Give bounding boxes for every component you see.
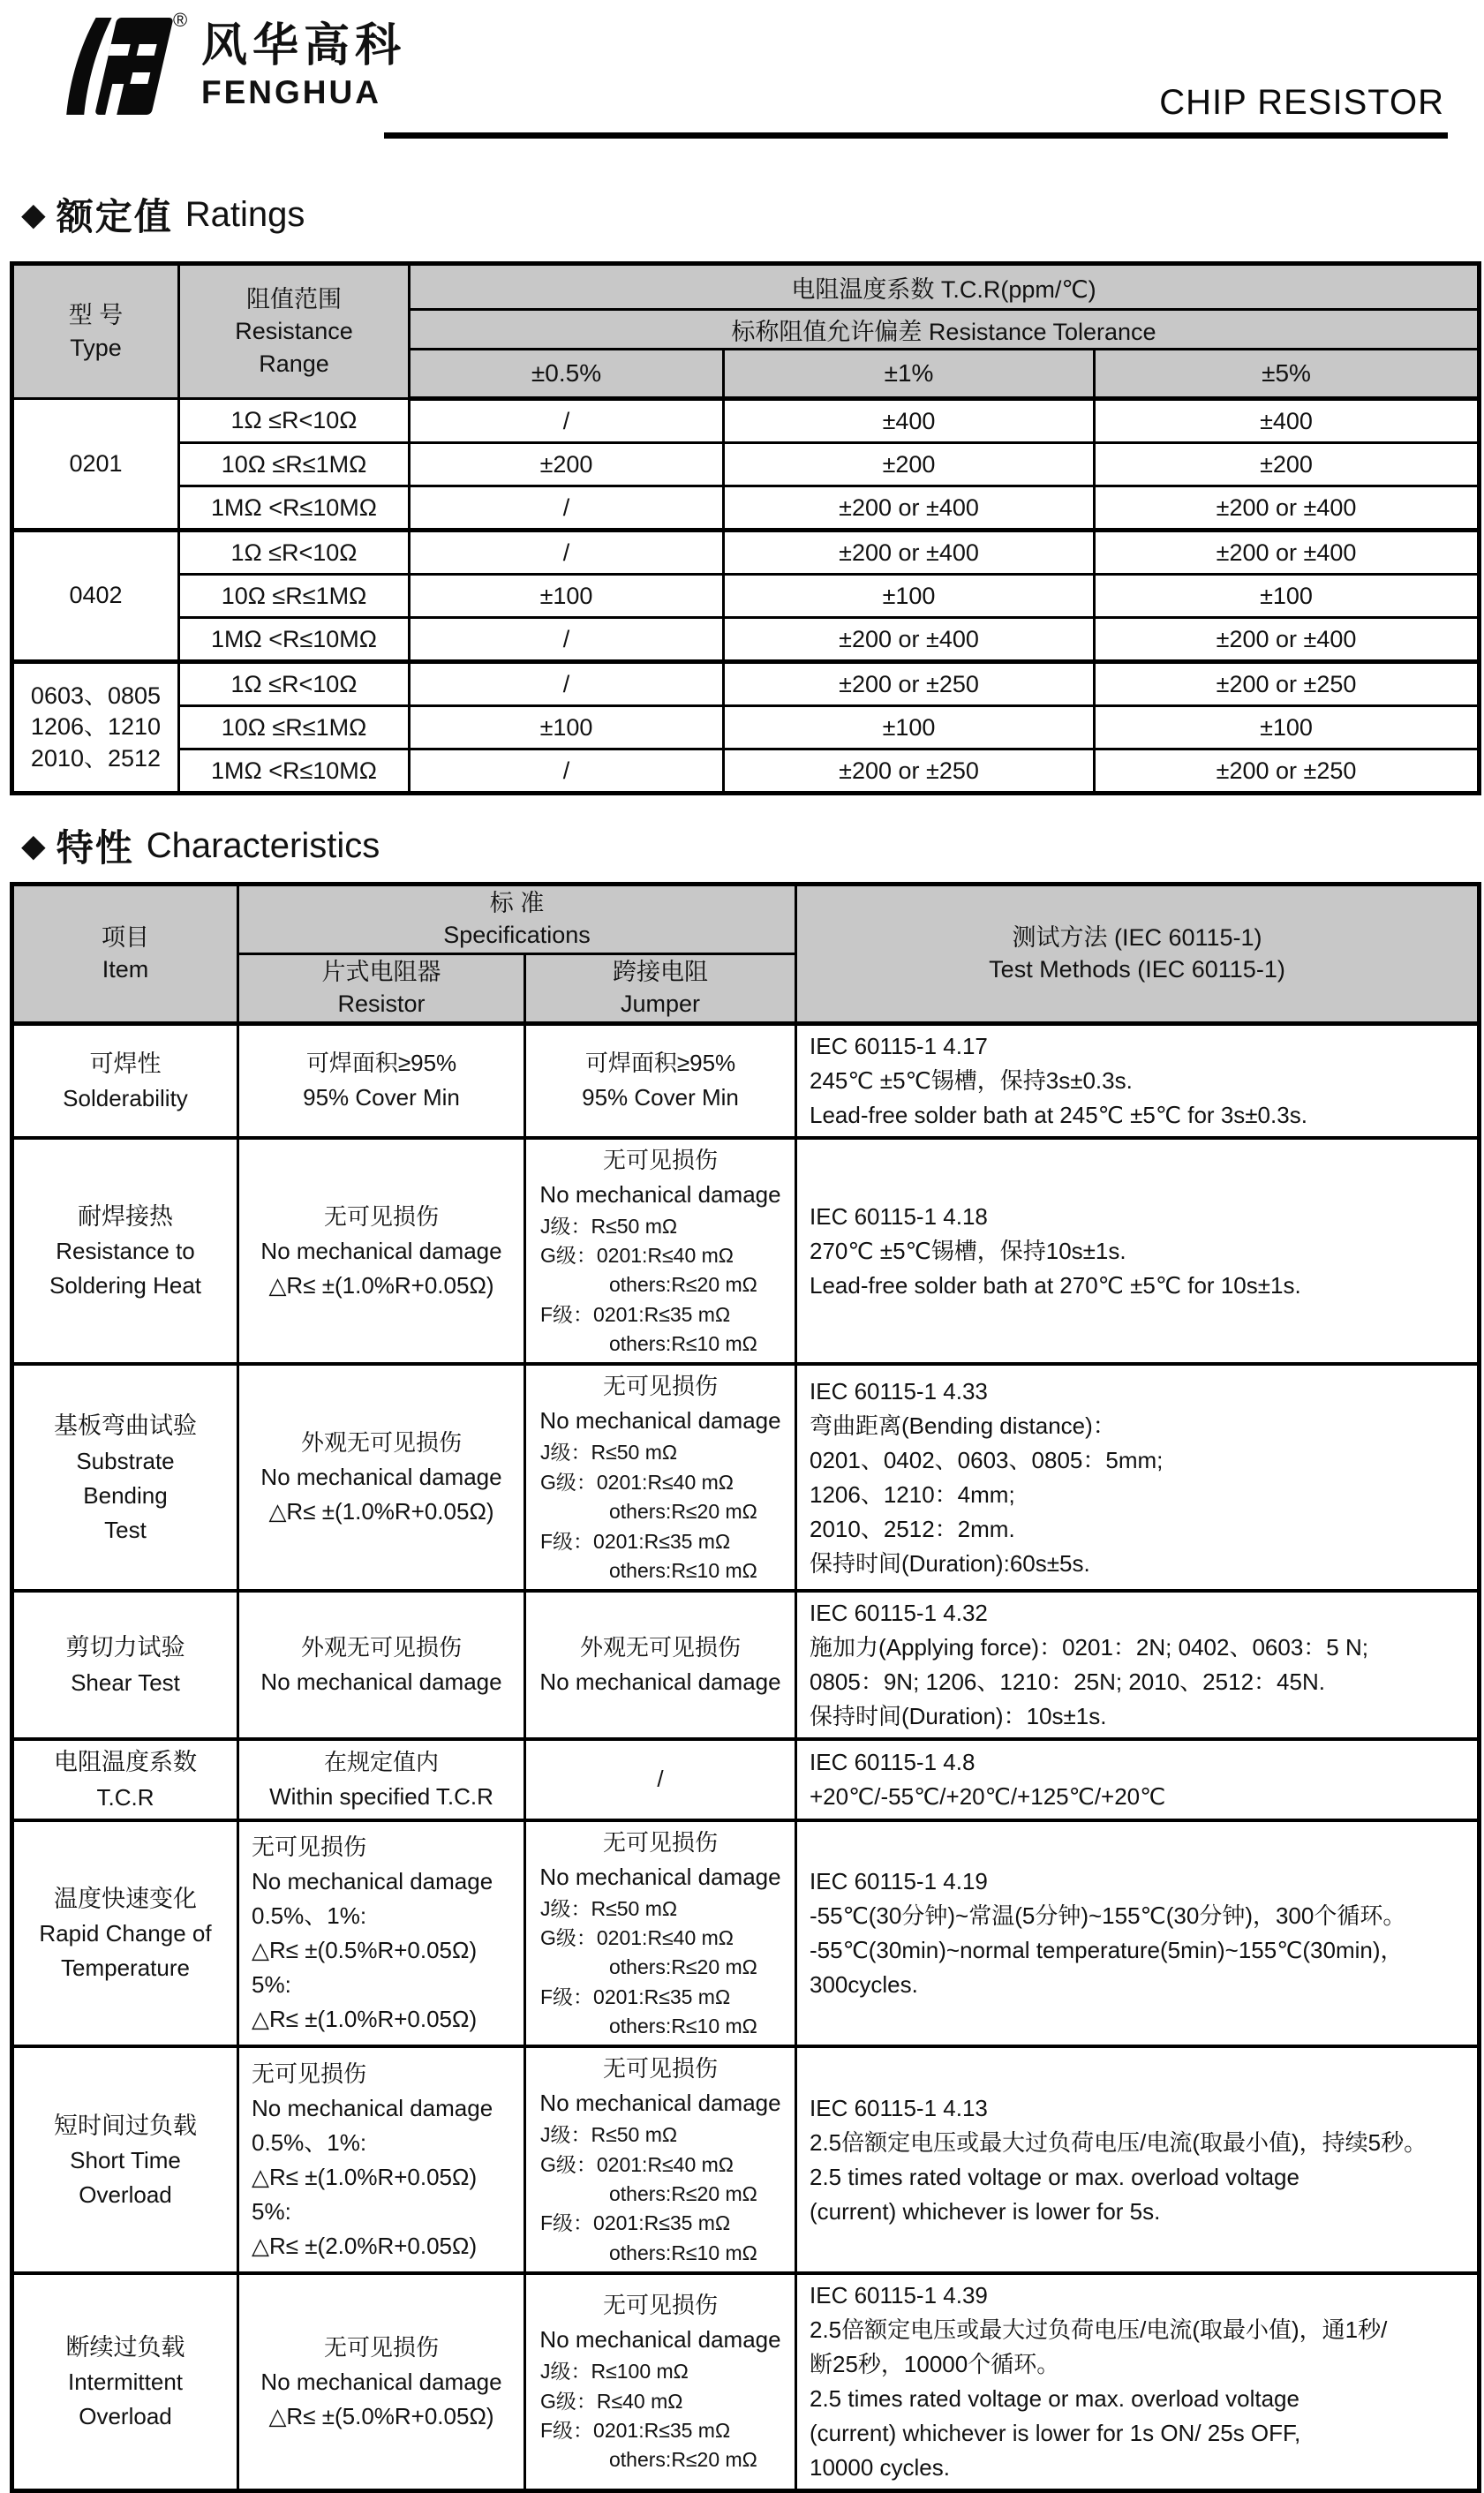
resistor-spec-cell: [238, 2273, 525, 2491]
col-header-type-en: Type: [70, 334, 122, 361]
test-method-cell: [796, 1023, 1480, 1138]
tcr-value-1-cell: ±200 or ±400: [724, 486, 1095, 531]
item-line: 基板弯曲试验: [54, 1412, 197, 1440]
jumper-spec-line: No mechanical damage: [539, 1407, 781, 1435]
tcr-value-5-cell: ±100: [1095, 575, 1480, 618]
item-line: Rapid Change of: [39, 1920, 212, 1947]
jumper-spec-line: F级：0201:R≤35 mΩ: [540, 1302, 731, 1326]
col-header-jumper-en: Jumper: [620, 990, 701, 1018]
ratings-row: [12, 486, 1480, 531]
col-header-test-en: Test Methods (IEC 60115-1): [989, 956, 1285, 983]
resistor-spec-line: △R≤ ±(1.0%R+0.05Ω): [252, 2163, 478, 2190]
tcr-value-05-cell: /: [410, 486, 724, 531]
resistor-spec-line: △R≤ ±(5.0%R+0.05Ω): [268, 2402, 494, 2429]
tcr-value-05-cell: ±100: [410, 706, 724, 749]
ratings-row: [12, 443, 1480, 486]
col-header-jumper: [525, 953, 796, 1023]
ratings-title-zh: 额定值: [56, 196, 173, 237]
test-line: 300cycles.: [810, 1971, 918, 1999]
test-method-cell: [796, 2273, 1480, 2491]
col-header-tcr: 电阻温度系数 T.C.R(ppm/℃): [410, 264, 1480, 310]
resistor-spec-line: 0.5%、1%:: [252, 2128, 367, 2156]
item-cell: [12, 2273, 238, 2491]
tcr-value-5-cell: ±200 or ±400: [1095, 486, 1480, 531]
resistor-spec-line: 无可见损伤: [323, 1202, 439, 1230]
ratings-row: [12, 575, 1480, 618]
resistor-spec-cell: [238, 1591, 525, 1739]
jumper-spec-line: 可焊面积≥95%: [584, 1050, 736, 1077]
col-header-item-en: Item: [102, 956, 149, 983]
test-line: IEC 60115-1 4.32: [810, 1600, 988, 1627]
brand-block: [201, 20, 407, 110]
item-line: 剪切力试验: [65, 1634, 185, 1661]
jumper-spec-line: J级：R≤50 mΩ: [540, 1896, 678, 1920]
tcr-value-1-cell: ±200 or ±250: [724, 749, 1095, 794]
test-line: 2.5倍额定电压或最大过负荷电压/电流(取最小值)，通1秒/: [810, 2316, 1388, 2344]
resistor-spec-line: 无可见损伤: [323, 2333, 439, 2361]
test-line: IEC 60115-1 4.33: [810, 1377, 988, 1405]
tcr-value-1-cell: ±400: [724, 399, 1095, 443]
jumper-spec-line: F级：0201:R≤35 mΩ: [540, 2419, 731, 2443]
test-line: Lead-free solder bath at 270℃ ±5℃ for 10s±1s.: [810, 1271, 1301, 1299]
resistor-spec-line: 外观无可见损伤: [300, 1429, 462, 1457]
test-line: 1206、1210：4mm;: [810, 1480, 1015, 1508]
jumper-spec-line: No mechanical damage: [539, 1668, 781, 1696]
test-line: 270℃ ±5℃锡槽，保持10s±1s.: [810, 1237, 1126, 1264]
jumper-spec-line: G级：0201:R≤40 mΩ: [540, 1244, 734, 1268]
characteristics-row-tcr: [12, 1739, 1480, 1820]
item-line: 短时间过负载: [54, 2112, 197, 2139]
header-divider: [384, 132, 1448, 139]
jumper-spec-line: others:R≤20 mΩ: [609, 1500, 757, 1524]
resistor-spec-line: △R≤ ±(0.5%R+0.05Ω): [252, 1937, 478, 1964]
test-line: 2.5 times rated voltage or max. overload voltage: [810, 2163, 1299, 2190]
test-method-cell: [796, 1364, 1480, 1591]
resistor-spec-line: 5%:: [252, 1971, 291, 1999]
jumper-spec-line: G级：0201:R≤40 mΩ: [540, 1470, 734, 1494]
col-header-tol-5: ±5%: [1095, 350, 1480, 399]
test-line: IEC 60115-1 4.19: [810, 1868, 988, 1895]
jumper-spec-line: F级：0201:R≤35 mΩ: [540, 2211, 731, 2235]
characteristics-row-shear-test: [12, 1591, 1480, 1739]
ratings-row: [12, 531, 1480, 575]
tcr-value-5-cell: ±200 or ±250: [1095, 662, 1480, 706]
item-cell: [12, 1591, 238, 1739]
range-cell: 10Ω ≤R≤1MΩ: [179, 575, 410, 618]
ratings-row: [12, 662, 1480, 706]
diamond-icon: ◆: [21, 196, 46, 232]
ratings-row: [12, 706, 1480, 749]
item-cell: [12, 1739, 238, 1820]
range-cell: 1MΩ <R≤10MΩ: [179, 618, 410, 662]
resistor-spec-cell: [238, 1364, 525, 1591]
test-line: 弯曲距离(Bending distance)：: [810, 1412, 1116, 1439]
diamond-icon: ◆: [21, 827, 46, 863]
resistor-spec-line: 外观无可见损伤: [300, 1634, 462, 1661]
tcr-value-05-cell: /: [410, 531, 724, 575]
item-cell: [12, 1138, 238, 1365]
test-line: 2.5倍额定电压或最大过负荷电压/电流(取最小值)，持续5秒。: [810, 2128, 1428, 2156]
range-cell: 1Ω ≤R<10Ω: [179, 399, 410, 443]
tcr-value-5-cell: ±400: [1095, 399, 1480, 443]
test-line: IEC 60115-1 4.8: [810, 1748, 976, 1775]
jumper-spec-cell: [525, 1820, 796, 2047]
resistor-spec-line: No mechanical damage: [252, 2094, 493, 2121]
jumper-spec-line: others:R≤20 mΩ: [609, 2182, 757, 2206]
jumper-spec-line: others:R≤10 mΩ: [609, 2241, 757, 2264]
item-line: Shear Test: [71, 1668, 180, 1696]
tcr-value-1-cell: ±200 or ±250: [724, 662, 1095, 706]
test-line: IEC 60115-1 4.17: [810, 1032, 988, 1059]
jumper-spec-line: others:R≤10 mΩ: [609, 2015, 757, 2038]
type-cell: [12, 399, 179, 531]
item-line: T.C.R: [96, 1783, 154, 1811]
col-header-specifications: [238, 885, 796, 954]
item-line: Soldering Heat: [49, 1272, 201, 1299]
test-line: 施加力(Applying force)：0201：2N; 0402、0603：5 N;: [810, 1634, 1368, 1661]
test-line: 10000 cycles.: [810, 2454, 950, 2482]
test-method-cell: [796, 1739, 1480, 1820]
col-header-type-zh: 型 号: [68, 302, 124, 329]
resistor-spec-line: No mechanical damage: [260, 1668, 502, 1696]
jumper-spec-cell: [525, 2273, 796, 2491]
test-line: 保持时间(Duration):60s±5s.: [810, 1549, 1090, 1577]
characteristics-row-intermittent-overload: [12, 2273, 1480, 2491]
tcr-value-1-cell: ±200: [724, 443, 1095, 486]
characteristics-section-title: [21, 820, 1484, 871]
jumper-spec-cell: [525, 1591, 796, 1739]
col-header-jumper-zh: 跨接电阻: [613, 958, 708, 985]
tcr-value-5-cell: ±200: [1095, 443, 1480, 486]
test-line: 断25秒，10000个循环。: [810, 2351, 1060, 2378]
jumper-spec-line: No mechanical damage: [539, 1863, 781, 1890]
test-method-cell: [796, 2046, 1480, 2273]
col-header-resistor-en: Resistor: [337, 990, 426, 1018]
item-line: 耐焊接热: [78, 1202, 173, 1230]
resistor-spec-line: 无可见损伤: [252, 2060, 367, 2087]
item-cell: [12, 2046, 238, 2273]
jumper-spec-line: F级：0201:R≤35 mΩ: [540, 1985, 731, 2008]
resistor-spec-line: 可焊面积≥95%: [305, 1050, 457, 1077]
item-line: Test: [104, 1516, 147, 1543]
col-header-range-zh: 阻值范围: [246, 285, 342, 313]
item-line: Overload: [79, 2181, 172, 2209]
jumper-spec-line: 无可见损伤: [602, 1373, 718, 1400]
jumper-spec-line: J级：R≤50 mΩ: [540, 1214, 678, 1238]
characteristics-row-short-overload: [12, 2046, 1480, 2273]
item-line: Temperature: [61, 1954, 190, 1982]
test-method-cell: [796, 1138, 1480, 1365]
resistor-spec-line: No mechanical damage: [252, 1868, 493, 1895]
col-header-item-zh: 项目: [102, 923, 149, 951]
jumper-spec-cell: [525, 2046, 796, 2273]
resistor-spec-cell: [238, 2046, 525, 2273]
col-header-spec-en: Specifications: [443, 922, 591, 949]
tcr-value-1-cell: ±100: [724, 575, 1095, 618]
jumper-spec-line: No mechanical damage: [539, 2090, 781, 2117]
range-cell: 1MΩ <R≤10MΩ: [179, 486, 410, 531]
ratings-title-en: Ratings: [185, 194, 305, 234]
test-method-cell: [796, 1820, 1480, 2047]
jumper-spec-line: G级：0201:R≤40 mΩ: [540, 1926, 734, 1950]
tcr-value-05-cell: /: [410, 749, 724, 794]
test-line: (current) whichever is lower for 5s.: [810, 2197, 1161, 2225]
range-cell: 1Ω ≤R<10Ω: [179, 662, 410, 706]
test-line: -55℃(30min)~normal temperature(5min)~155℃(30min)，: [810, 1937, 1404, 1964]
type-cell: [12, 662, 179, 794]
jumper-spec-line: J级：R≤100 mΩ: [540, 2360, 689, 2384]
test-line: 245℃ ±5℃锡槽，保持3s±0.3s.: [810, 1066, 1133, 1094]
test-line: 2.5 times rated voltage or max. overload voltage: [810, 2385, 1299, 2413]
type-line: 0603、0805: [30, 682, 162, 710]
item-line: 温度快速变化: [54, 1885, 197, 1912]
tcr-value-5-cell: ±100: [1095, 706, 1480, 749]
item-cell: [12, 1820, 238, 2047]
type-cell: [12, 531, 179, 662]
col-header-tol-1: ±1%: [724, 350, 1095, 399]
tcr-value-1-cell: ±100: [724, 706, 1095, 749]
tcr-value-5-cell: ±200 or ±400: [1095, 618, 1480, 662]
jumper-spec-line: 无可见损伤: [602, 1146, 718, 1173]
resistor-spec-cell: [238, 1739, 525, 1820]
resistor-spec-line: △R≤ ±(1.0%R+0.05Ω): [268, 1498, 494, 1525]
jumper-spec-line: 外观无可见损伤: [579, 1634, 741, 1661]
range-cell: 1Ω ≤R<10Ω: [179, 531, 410, 575]
resistor-spec-cell: [238, 1820, 525, 2047]
item-cell: [12, 1023, 238, 1138]
col-header-type: [12, 264, 179, 399]
ratings-row: [12, 749, 1480, 794]
test-line: 保持时间(Duration)：10s±1s.: [810, 1703, 1107, 1730]
jumper-spec-line: 无可见损伤: [602, 2055, 718, 2083]
tcr-value-5-cell: ±200 or ±250: [1095, 749, 1480, 794]
tcr-value-5-cell: ±200 or ±400: [1095, 531, 1480, 575]
col-header-item: [12, 885, 238, 1024]
test-line: IEC 60115-1 4.18: [810, 1202, 988, 1230]
tcr-value-05-cell: /: [410, 618, 724, 662]
test-line: 0201、0402、0603、0805：5mm;: [810, 1446, 1164, 1473]
ratings-section-title: [21, 189, 1484, 240]
test-line: IEC 60115-1 4.39: [810, 2282, 988, 2309]
type-line: 2010、2512: [30, 744, 162, 772]
resistor-spec-line: 95% Cover Min: [303, 1084, 460, 1111]
tcr-value-05-cell: /: [410, 399, 724, 443]
characteristics-title-zh: 特性: [56, 827, 134, 869]
ratings-table: [10, 261, 1481, 795]
test-method-cell: [796, 1591, 1480, 1739]
ratings-row: [12, 399, 1480, 443]
type-line: 1206、1210: [30, 713, 162, 741]
item-line: Intermittent: [67, 2369, 184, 2396]
type-line: 0402: [69, 582, 123, 609]
jumper-spec-line: others:R≤20 mΩ: [609, 1273, 757, 1297]
resistor-spec-cell: [238, 1023, 525, 1138]
resistor-spec-cell: [238, 1138, 525, 1365]
jumper-spec-line: others:R≤10 mΩ: [609, 1558, 757, 1582]
range-cell: 10Ω ≤R≤1MΩ: [179, 443, 410, 486]
registered-trademark-icon: ®: [173, 9, 188, 31]
item-cell: [12, 1364, 238, 1591]
col-header-tolerance: 标称阻值允许偏差 Resistance Tolerance: [410, 310, 1480, 350]
brand-name-en: FENGHUA: [201, 74, 381, 110]
jumper-spec-cell: [525, 1138, 796, 1365]
item-line: Resistance to: [56, 1238, 195, 1265]
ratings-row: [12, 618, 1480, 662]
jumper-spec-line: G级：0201:R≤40 mΩ: [540, 2152, 734, 2176]
characteristics-title-en: Characteristics: [146, 825, 380, 865]
resistor-spec-line: No mechanical damage: [260, 2368, 502, 2395]
col-header-resistor-zh: 片式电阻器: [321, 958, 441, 985]
tcr-value-1-cell: ±200 or ±400: [724, 531, 1095, 575]
resistor-spec-line: △R≤ ±(1.0%R+0.05Ω): [252, 2006, 478, 2033]
jumper-spec-line: No mechanical damage: [539, 1180, 781, 1208]
col-header-range-en2: Range: [259, 350, 329, 377]
item-line: 可焊性: [89, 1050, 162, 1077]
jumper-spec-cell: [525, 1364, 796, 1591]
col-header-resistance-range: [179, 264, 410, 399]
item-line: Solderability: [63, 1085, 188, 1111]
col-header-spec-zh: 标 准: [489, 890, 545, 916]
resistor-spec-line: 0.5%、1%:: [252, 1902, 367, 1930]
resistor-spec-line: No mechanical damage: [260, 1237, 502, 1264]
jumper-spec-line: /: [657, 1766, 664, 1793]
resistor-spec-line: Within specified T.C.R: [269, 1782, 493, 1810]
col-header-range-en1: Resistance: [235, 318, 353, 345]
jumper-spec-line: G级：R≤40 mΩ: [540, 2389, 683, 2413]
resistor-spec-line: △R≤ ±(2.0%R+0.05Ω): [252, 2232, 478, 2259]
characteristics-table: [10, 882, 1481, 2493]
characteristics-row-rapid-change: [12, 1820, 1480, 2047]
col-header-resistor: [238, 953, 525, 1023]
page-header: [0, 0, 1484, 143]
item-line: Short Time: [70, 2147, 181, 2174]
document-title: CHIP RESISTOR: [1159, 83, 1444, 122]
brand-name-zh: 风华高科: [201, 20, 407, 72]
jumper-spec-line: others:R≤20 mΩ: [609, 1955, 757, 1979]
jumper-spec-line: F级：0201:R≤35 mΩ: [540, 1529, 731, 1553]
jumper-spec-line: others:R≤20 mΩ: [609, 2448, 757, 2472]
col-header-test-methods: [796, 885, 1480, 1024]
jumper-spec-cell: [525, 1739, 796, 1820]
tcr-value-05-cell: ±200: [410, 443, 724, 486]
jumper-spec-line: others:R≤10 mΩ: [609, 1332, 757, 1356]
jumper-spec-line: 无可见损伤: [602, 2292, 718, 2319]
characteristics-row-solderability: [12, 1023, 1480, 1138]
tcr-value-05-cell: ±100: [410, 575, 724, 618]
characteristics-row-soldering-heat: [12, 1138, 1480, 1365]
jumper-spec-line: 无可见损伤: [602, 1828, 718, 1856]
test-line: -55℃(30分钟)~常温(5分钟)~155℃(30分钟)，300个循环。: [810, 1902, 1406, 1930]
item-line: 电阻温度系数: [54, 1749, 197, 1776]
item-line: Substrate: [76, 1447, 175, 1474]
item-line: Overload: [79, 2403, 172, 2430]
type-line: 0201: [69, 449, 123, 477]
test-line: IEC 60115-1 4.13: [810, 2094, 988, 2121]
tcr-value-1-cell: ±200 or ±400: [724, 618, 1095, 662]
resistor-spec-line: No mechanical damage: [260, 1464, 502, 1491]
jumper-spec-cell: [525, 1023, 796, 1138]
resistor-spec-line: 5%:: [252, 2197, 291, 2225]
jumper-spec-line: No mechanical damage: [539, 2326, 781, 2354]
resistor-spec-line: 在规定值内: [323, 1748, 439, 1775]
test-line: Lead-free solder bath at 245℃ ±5℃ for 3s±0.3s.: [810, 1101, 1307, 1128]
test-line: (current) whichever is lower for 1s ON/ 25s OFF,: [810, 2420, 1301, 2447]
range-cell: 10Ω ≤R≤1MΩ: [179, 706, 410, 749]
test-line: +20℃/-55℃/+20℃/+125℃/+20℃: [810, 1782, 1166, 1810]
col-header-test-zh: 测试方法 (IEC 60115-1): [1012, 923, 1262, 951]
test-line: 0805：9N; 1206、1210：25N; 2010、2512：45N.: [810, 1668, 1325, 1696]
range-cell: 1MΩ <R≤10MΩ: [179, 749, 410, 794]
item-line: 断续过负载: [65, 2333, 185, 2361]
characteristics-row-substrate-bending: [12, 1364, 1480, 1591]
jumper-spec-line: 95% Cover Min: [582, 1084, 739, 1111]
test-line: 2010、2512：2mm.: [810, 1515, 1015, 1542]
resistor-spec-line: 无可见损伤: [252, 1834, 367, 1861]
fenghua-logo-icon: [60, 12, 171, 124]
item-line: Bending: [83, 1481, 168, 1509]
col-header-tol-05: ±0.5%: [410, 350, 724, 399]
jumper-spec-line: J级：R≤50 mΩ: [540, 2123, 678, 2147]
resistor-spec-line: △R≤ ±(1.0%R+0.05Ω): [268, 1271, 494, 1299]
tcr-value-05-cell: /: [410, 662, 724, 706]
jumper-spec-line: J级：R≤50 mΩ: [540, 1441, 678, 1465]
